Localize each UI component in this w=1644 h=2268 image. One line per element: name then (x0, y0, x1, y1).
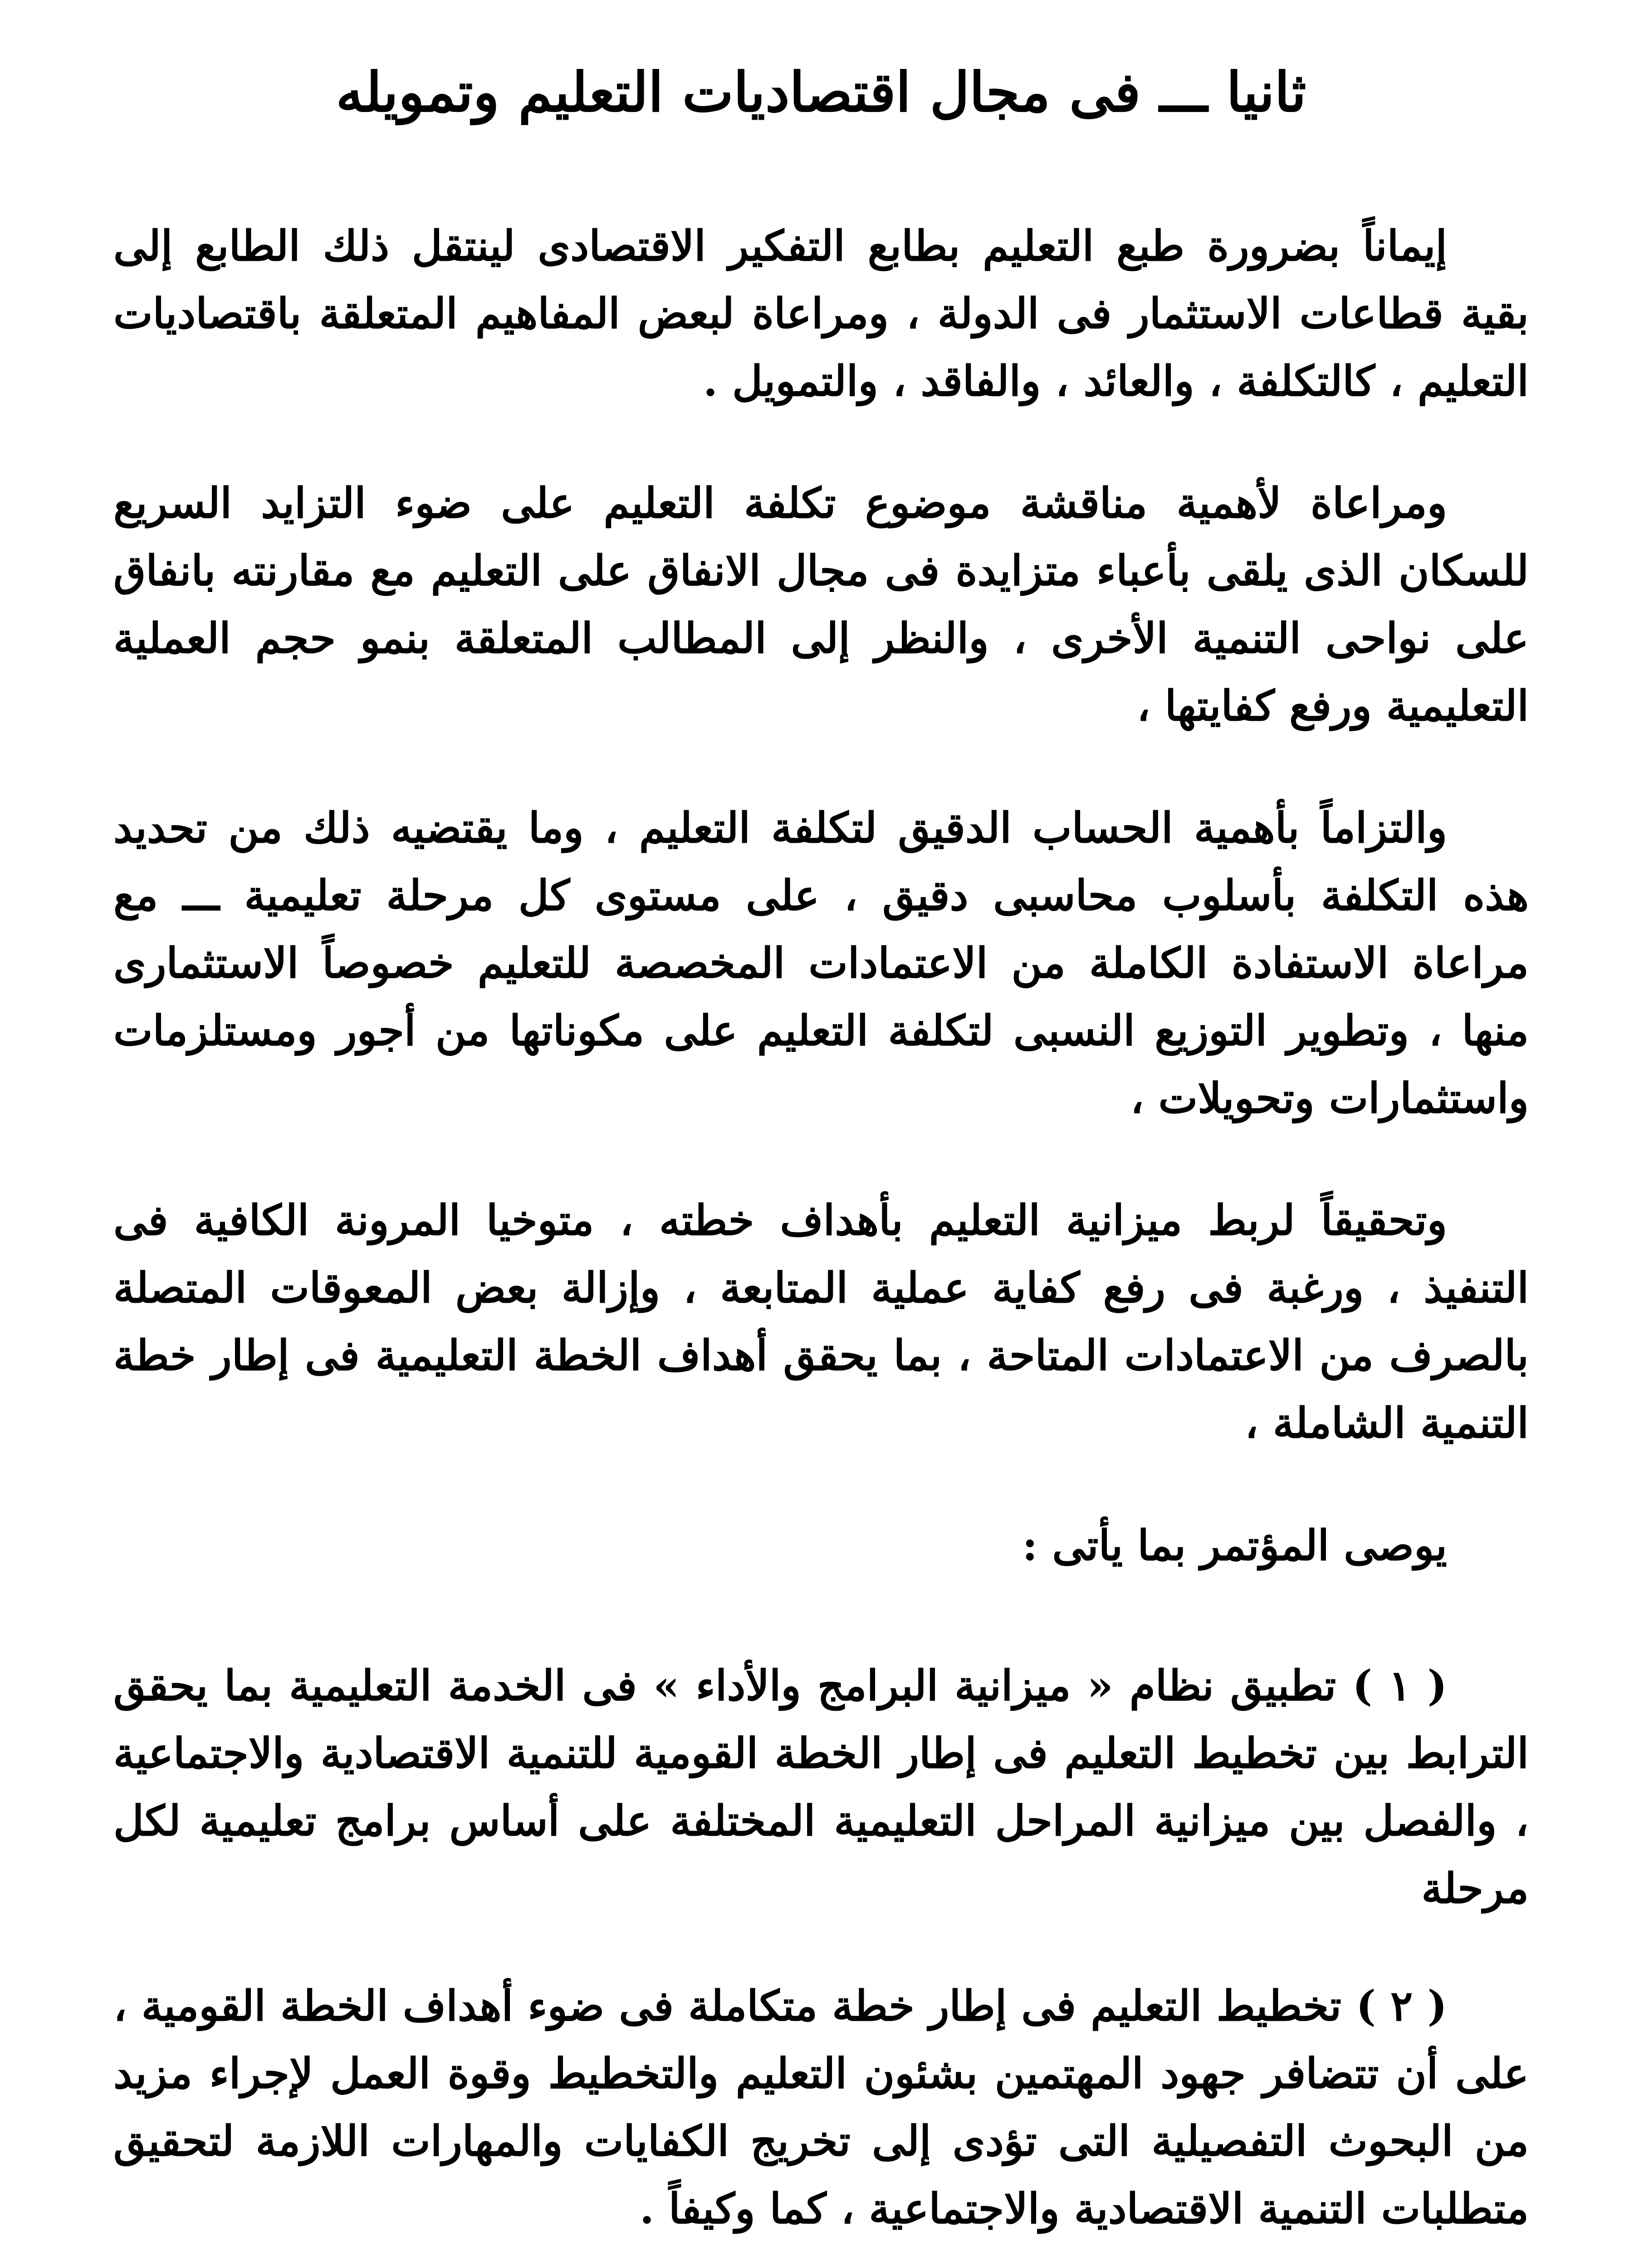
recommendation-heading: يوصى المؤتمر بما يأتى : (1022, 1520, 1447, 1570)
recommendation-item-1: ( ١ ) تطبيق نظام « ميزانية البرامج والأداء » فى الخدمة التعليمية بما يحقق الترابط بين تخطيط التعليم فى إطار الخطة القومية للتنمية الاقتصادية والاجتماعية ، والفصل بين ميزانية المراحل التعليمية المختلفة على أساس برامج تعليمية لكل مرحلة (113, 1661, 1529, 1913)
recommendation-item-2: ( ٢ ) تخطيط التعليم فى إطار خطة متكاملة فى ضوء أهداف الخطة القومية ، على أن تتضافر جهود المهتمين بشئون التعليم والتخطيط وقوة العمل لإجراء مزيد من البحوث التفصيلية التى تؤدى إلى تخريج الكفايات والمهارات اللازمة لتحقيق متطلبات التنمية الاقتصادية والاجتماعية ، كما وكيفاً . (113, 1981, 1529, 2233)
document-page (113, 41, 1529, 2268)
paragraph-3: والتزاماً بأهمية الحساب الدقيق لتكلفة التعليم ، وما يقتضيه ذلك من تحديد هذه التكلفة بأسلوب محاسبى دقيق ، على مستوى كل مرحلة تعليمية ـــ مع مراعاة الاستفادة الكاملة من الاعتمادات المخصصة للتعليم خصوصاً الاستثمارى منها ، وتطوير التوزيع النسبى لتكلفة التعليم على مكوناتها من أجور ومستلزمات واستثمارات وتحويلات ، (113, 803, 1529, 1123)
paragraph-4: وتحقيقاً لربط ميزانية التعليم بأهداف خطته ، متوخيا المرونة الكافية فى التنفيذ ، ورغبة فى رفع كفاية عملية المتابعة ، وإزالة بعض المعوقات المتصلة بالصرف من الاعتمادات المتاحة ، بما يحقق أهداف الخطة التعليمية فى إطار خطة التنمية الشاملة ، (113, 1196, 1529, 1448)
section-title: ثانيا ـــ فى مجال اقتصاديات التعليم وتمويله (336, 60, 1306, 124)
paragraph-2: ومراعاة لأهمية مناقشة موضوع تكلفة التعليم على ضوء التزايد السريع للسكان الذى يلقى بأعباء متزايدة فى مجال الانفاق على التعليم مع مقارنته بانفاق على نواحى التنمية الأخرى ، والنظر إلى المطالب المتعلقة بنمو حجم العملية التعليمية ورفع كفايتها ، (113, 479, 1529, 731)
paragraph-1: إيماناً بضرورة طبع التعليم بطابع التفكير الاقتصادى لينتقل ذلك الطابع إلى بقية قطاعات الاستثمار فى الدولة ، ومراعاة لبعض المفاهيم المتعلقة باقتصاديات التعليم ، كالتكلفة ، والعائد ، والفاقد ، والتمويل . (113, 221, 1529, 406)
